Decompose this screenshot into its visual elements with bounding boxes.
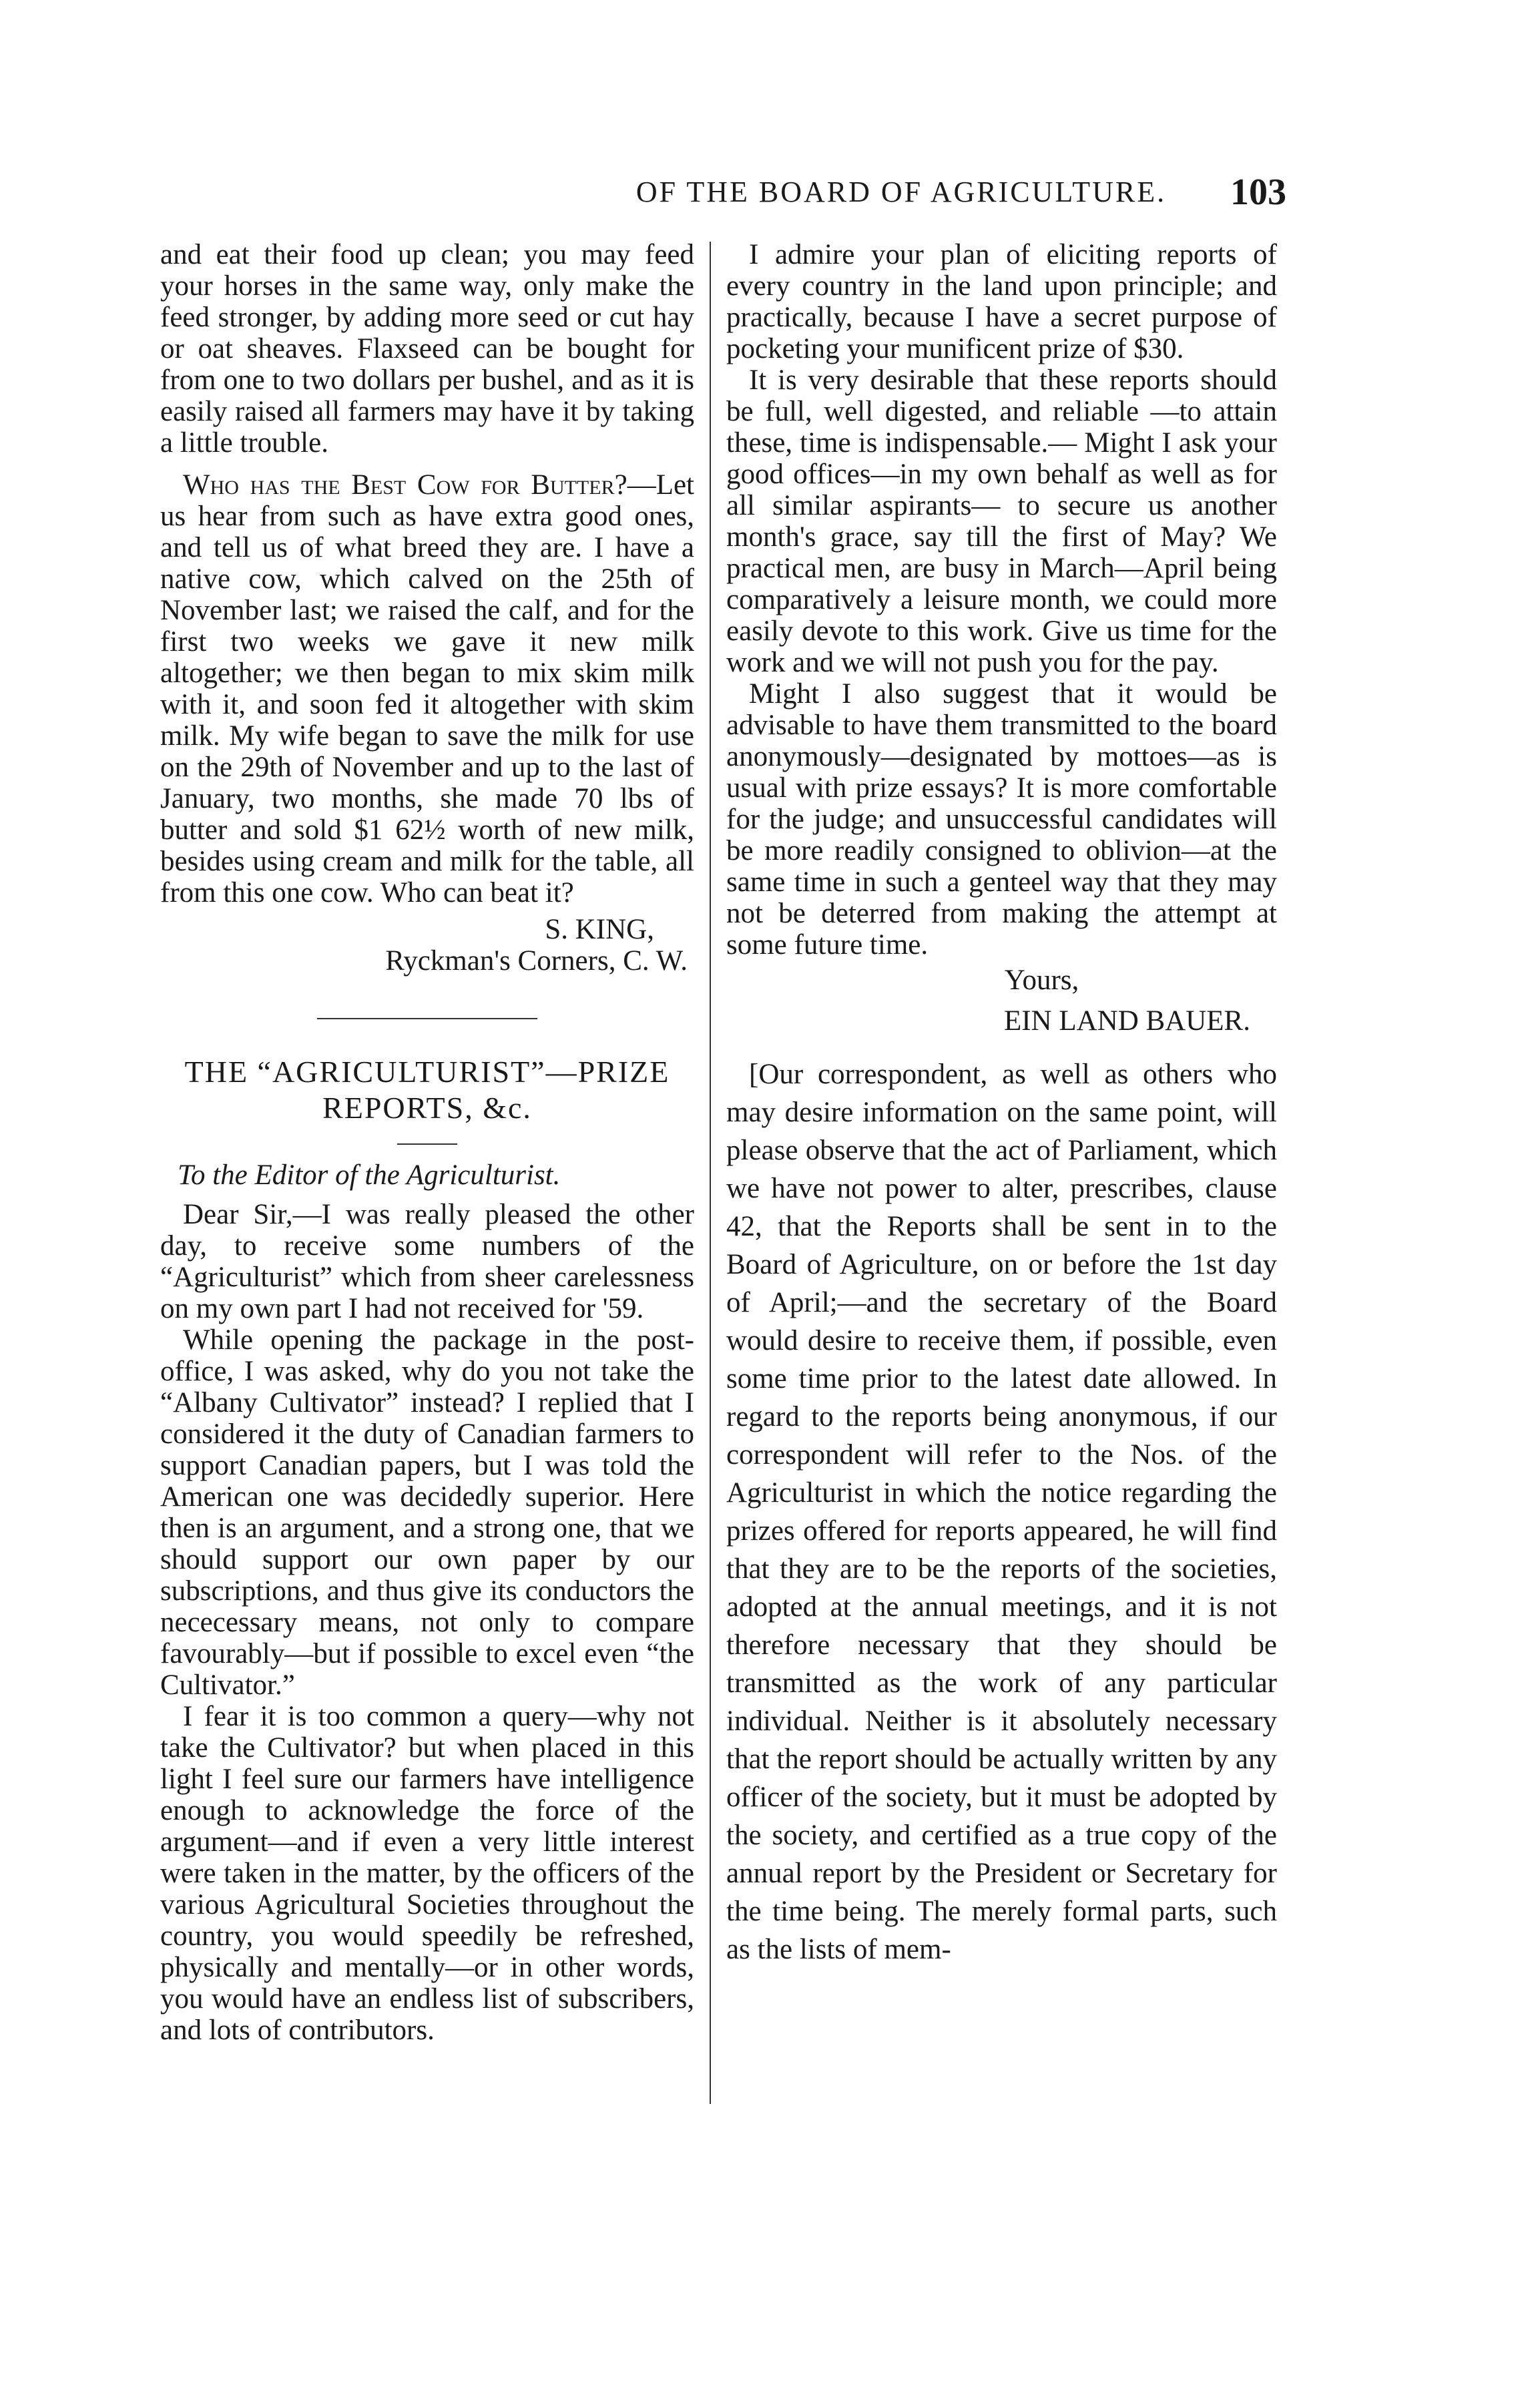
- letter-heading: Who has the Best Cow for Butter?: [183, 469, 627, 501]
- section-divider: [317, 1018, 537, 1019]
- paragraph-admire: I admire your plan of eliciting reports of every country in the land upon principle; and practically, because I have a secret purpose of pocketing your munificent prize of $30.: [726, 239, 1277, 364]
- paragraph-desirable: It is very desirable that these reports should be full, well digested, and reliable —to attain these, time is indispensable.— Might I ask your good offices—in my own behalf as well as for all similar aspirants— to secure us another month's grace, say till the first of May? We practical men, are busy in March—April being comparatively a leisure month, we could more easily devote to this work. Give us time for the work and we will not push you for the pay.: [726, 364, 1277, 678]
- author-signature: EIN LAND BAUER.: [1003, 1005, 1250, 1037]
- section-title-line-2: REPORTS, &c.: [322, 1091, 532, 1125]
- letter-paragraph: [160, 469, 694, 908]
- section-title: [160, 1054, 694, 1126]
- column-divider: [710, 242, 711, 2104]
- closing-line: Yours,: [1004, 965, 1079, 996]
- paragraph-dear-sir: Dear Sir,—I was really pleased the other day, to receive some numbers of the “Agriculturist” which from sheer carelessness on my own part I had not received for '59.: [160, 1199, 694, 1324]
- right-column: [726, 239, 1277, 1968]
- section-title-line-1: THE “AGRICULTURIST”—PRIZE: [184, 1055, 670, 1089]
- running-head: OF THE BOARD OF AGRICULTURE.: [635, 176, 1167, 208]
- signature-name: S. KING,: [545, 914, 654, 945]
- paragraph-continuation: and eat their food up clean; you may feed your horses in the same way, only make the feed stronger, by adding more seed or cut hay or oat sheaves. Flaxseed can be bought for from one to two dollars per bushel, and as it is easily raised all farmers may have it by taking a little trouble.: [160, 239, 694, 459]
- signature-place: Ryckman's Corners, C. W.: [385, 945, 688, 977]
- page-number: 103: [1230, 172, 1286, 213]
- left-column: [160, 239, 694, 2046]
- paragraph-might: Might I also suggest that it would be advisable to have them transmitted to the board anonymously—designated by mottoes—as is usual with prize essays? It is more comfortable for the judge; and unsuccessful candidates will be more readily consigned to oblivion—at the same time in such a genteel way that they may not be deterred from making the attempt at some future time.: [726, 678, 1277, 961]
- paragraph-while: While opening the package in the post-office, I was asked, why do you not take the “Albany Cultivator” instead? I replied that I considered it the duty of Canadian farmers to support Canadian papers, but I was told the American one was decidedly superior. Here then is an argument, and a strong one, that we should support our own paper by our subscriptions, and thus give its conductors the nececessary means, not only to compare favourably—but if possible to excel even “the Cultivator.”: [160, 1324, 694, 1701]
- editor-note: [Our correspondent, as well as others who may desire information on the same point, will please observe that the act of Parliament, which we have not power to alter, prescribes, clause 42, that the Reports shall be sent in to the Board of Agriculture, on or before the 1st day of April;—and the secretary of the Board would desire to receive them, if possible, even some time prior to the latest date allowed. In regard to the reports being anonymous, if our correspondent will refer to the Nos. of the Agriculturist in which the notice regarding the prizes offered for reports appeared, he will find that they are to be the reports of the societies, adopted at the annual meetings, and it is not therefore necessary that they should be transmitted as the work of any particular individual. Neither is it absolutely necessary that the report should be actually written by any officer of the society, but it must be adopted by the society, and certified as a true copy of the annual report by the President or Secretary for the time being. The merely formal parts, such as the lists of mem-: [726, 1059, 1277, 1965]
- letter-body: —Let us hear from such as have extra good ones, and tell us of what breed they are. I have a native cow, which calved on the 25th of November last; we raised the calf, and for the first two weeks we gave it new milk altogether; we then began to mix skim milk with it, and soon fed it altogether with skim milk. My wife began to save the milk for use on the 29th of November and up to the last of January, two months, she made 70 lbs of butter and sold $1 62½ worth of new milk, besides using cream and milk for the table, all from this one cow. Who can beat it?: [160, 469, 694, 908]
- addressee-line: To the Editor of the Agriculturist.: [178, 1159, 561, 1191]
- paragraph-fear: I fear it is too common a query—why not take the Cultivator? but when placed in this light I feel sure our farmers have intelligence enough to acknowledge the force of the argument—and if even a very little interest were taken in the matter, by the officers of the various Agricultural Societies throughout the country, you would speedily be refreshed, physically and mentally—or in other words, you would have an endless list of subscribers, and lots of contributors.: [160, 1701, 694, 2046]
- title-underline: [397, 1143, 457, 1145]
